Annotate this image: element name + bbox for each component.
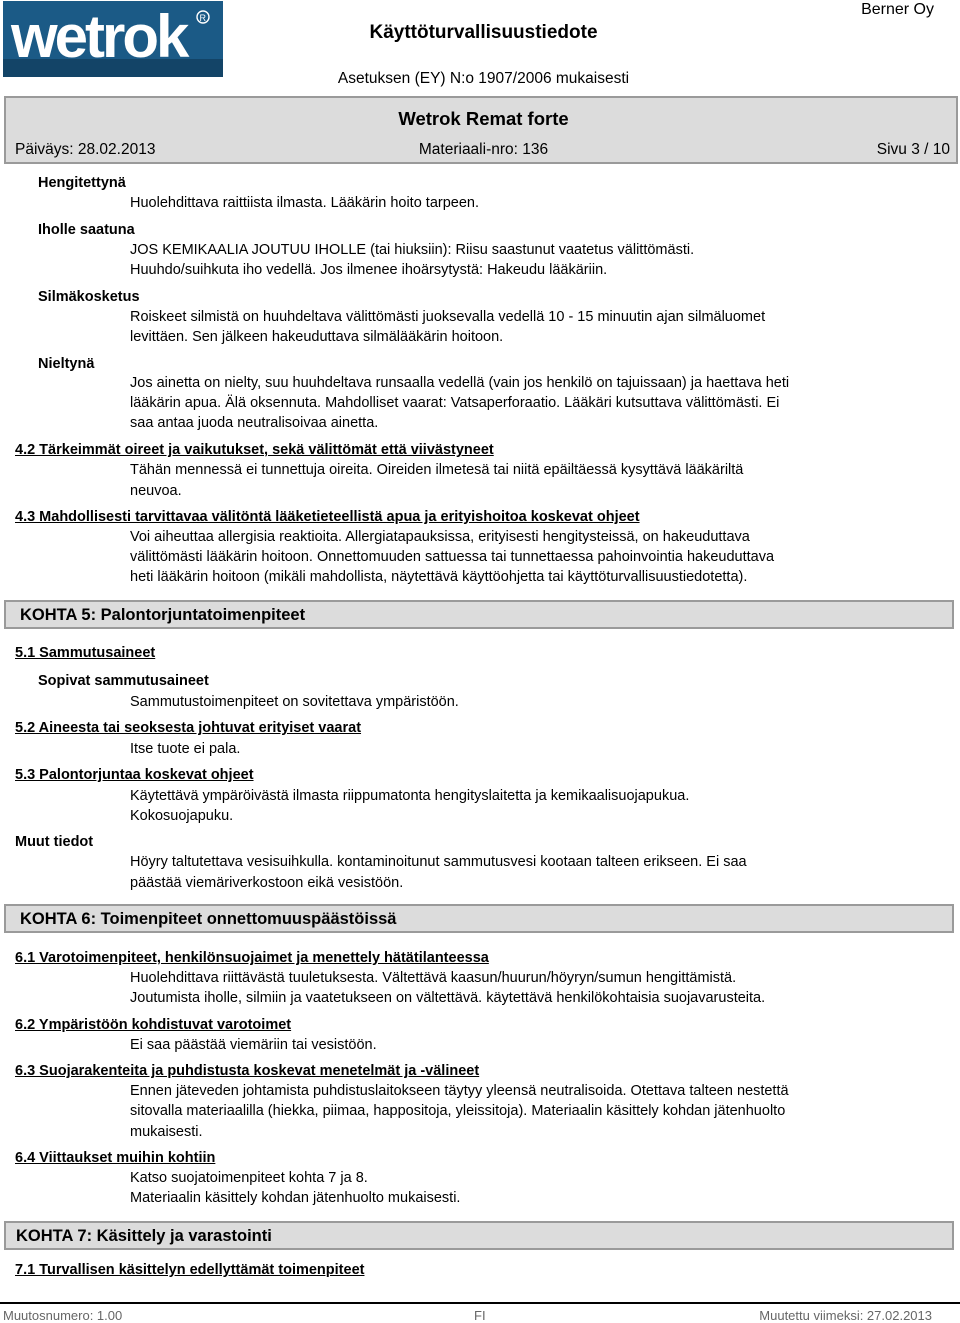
eye-text-line: levittäen. Sen jälkeen hakeuduttava silmälääkärin hoitoon. — [130, 329, 504, 345]
section-6-title: KOHTA 6: Toimenpiteet onnettomuuspäästöissä — [20, 910, 397, 928]
section-6-header — [4, 904, 954, 933]
s6-1-text-line: Joutumista iholle, silmiin ja vaatetukseen on vältettävä. käytettävä henkilökohtaisia suojavarusteita. — [130, 990, 766, 1006]
s6-4-text-line: Katso suojatoimenpiteet kohta 7 ja 8. — [130, 1170, 368, 1186]
s6-3-text-line: Ennen jäteveden johtamista puhdistuslaitokseen täytyy yleensä neutralisoida. Otettava talteen nestettä — [130, 1083, 789, 1099]
other-info-text-line: Höyry taltutettava vesisuihkulla. kontaminoitunut sammutusvesi kootaan talteen erikseen. Ei saa — [130, 854, 747, 870]
inhalation-text: Huolehdittava raittiista ilmasta. Lääkärin hoito tarpeen. — [130, 195, 479, 211]
s5-2-text: Itse tuote ei pala. — [130, 741, 241, 757]
heading-6-4: 6.4 Viittaukset muihin kohtiin — [15, 1150, 216, 1166]
heading-6-3: 6.3 Suojarakenteita ja puhdistusta koskevat menetelmät ja -välineet — [15, 1063, 480, 1079]
page-number: Sivu 3 / 10 — [876, 141, 950, 158]
s4-3-text-line: Voi aiheuttaa allergisia reaktioita. Allergiatapauksissa, erityisesti hengitysteissä, on hakeuduttava — [130, 529, 750, 545]
s6-3-text-line: mukaisesti. — [130, 1124, 203, 1140]
ingestion-label: Nieltynä — [38, 356, 95, 372]
language-code: FI — [474, 1308, 486, 1323]
s6-3-text-line: sitovalla materiaalilla (hiekka, piimaa, happositoja, yleissitoja). Materiaalin käsittely kohdan jätenhuolto — [130, 1103, 786, 1119]
company-name: Berner Oy — [861, 1, 934, 18]
heading-7-1: 7.1 Turvallisen käsittelyn edellyttämät toimenpiteet — [15, 1262, 365, 1278]
s6-1-text-line: Huolehdittava riittävästä tuuletuksesta. Vältettävä kaasun/huurun/höyryn/sumun hengittämistä. — [130, 970, 737, 986]
skin-text-line: Huuhdo/suihkuta iho vedellä. Jos ilmenee ihoärsytystä: Hakeudu lääkäriin. — [130, 262, 608, 278]
eye-label: Silmäkosketus — [38, 289, 140, 305]
revision-number: Muutosnumero: 1.00 — [3, 1308, 123, 1323]
ingestion-text-line: saa antaa juoda neutralisoivaa ainetta. — [130, 415, 379, 431]
s5-3-text-line: Kokosuojapuku. — [130, 808, 234, 824]
heading-5-3: 5.3 Palontorjuntaa koskevat ohjeet — [15, 767, 254, 783]
section-5-title: KOHTA 5: Palontorjuntatoimenpiteet — [20, 606, 306, 624]
section-7-header — [4, 1221, 954, 1250]
heading-5-2: 5.2 Aineesta tai seoksesta johtuvat erityiset vaarat — [15, 720, 362, 736]
s6-2-text: Ei saa päästää viemäriin tai vesistöön. — [130, 1037, 377, 1053]
last-modified: Muutettu viimeksi: 27.02.2013 — [759, 1308, 932, 1323]
heading-5-1: 5.1 Sammutusaineet — [15, 645, 156, 661]
section-7-title: KOHTA 7: Käsittely ja varastointi — [16, 1227, 272, 1245]
s5-3-text-line: Käytettävä ympäröivästä ilmasta riippumatonta hengityslaitetta ja kemikaalisuojapukua. — [130, 788, 690, 804]
heading-6-1: 6.1 Varotoimenpiteet, henkilönsuojaimet ja menettely hätätilanteessa — [15, 950, 489, 966]
skin-label: Iholle saatuna — [38, 222, 135, 238]
regulation-text: Asetuksen (EY) N:o 1907/2006 mukaisesti — [337, 70, 630, 87]
suitable-extinguishers-label: Sopivat sammutusaineet — [38, 673, 209, 689]
s5-1-text: Sammutustoimenpiteet on sovitettava ympäristöön. — [130, 694, 459, 710]
s4-3-text-line: heti lääkärin hoitoon (mikäli mahdollista, näytettävä käyttöohjetta tai käyttöturvallisuustiedotetta). — [130, 569, 748, 585]
eye-text-line: Roiskeet silmistä on huuhdeltava välittömästi juoksevalla vedellä 10 - 15 minuutin ajan silmäluomet — [130, 309, 766, 325]
product-name: Wetrok Remat forte — [398, 108, 569, 129]
heading-4-3: 4.3 Mahdollisesti tarvittavaa välitöntä lääketieteellistä apua ja erityishoitoa koskevat ohjeet — [15, 509, 640, 525]
s6-4-text-line: Materiaalin käsittely kohdan jätenhuolto mukaisesti. — [130, 1190, 461, 1206]
heading-4-2: 4.2 Tärkeimmät oireet ja vaikutukset, sekä välittömät että viivästyneet — [15, 442, 494, 458]
ingestion-text-line: Jos ainetta on nielty, suu huuhdeltava runsaalla vedellä (vain jos henkilö on tajuissaan) ja haettava heti — [130, 375, 790, 391]
inhalation-label: Hengitettynä — [38, 175, 126, 191]
svg-text:R: R — [199, 13, 206, 23]
skin-text-line: JOS KEMIKAALIA JOUTUU IHOLLE (tai hiuksiin): Riisu saastunut vaatetus välittömästi. — [130, 242, 695, 258]
s4-2-text-line: Tähän mennessä ei tunnettuja oireita. Oireiden ilmetesä tai niitä epäiltäessä kysyttävä lääkäriltä — [130, 462, 744, 478]
document-title: Käyttöturvallisuustiedote — [369, 22, 598, 43]
logo-text: wetrok — [11, 3, 187, 70]
s4-3-text-line: välittömästi lääkärin hoitoon. Onnettomuuden sattuessa tai tunnettaessa pahoinvointia hakeuduttava — [130, 549, 775, 565]
other-info-text-line: päästää viemäriverkostoon eikä vesistöön. — [130, 875, 404, 891]
footer-divider — [0, 1302, 960, 1304]
ingestion-text-line: lääkärin apua. Älä oksennuta. Mahdolliset vaarat: Vatsaperforaatio. Lääkäri kutsuttava välittömästi. Ei — [130, 395, 780, 411]
heading-6-2: 6.2 Ympäristöön kohdistuvat varotoimet — [15, 1017, 292, 1033]
s4-2-text-line: neuvoa. — [130, 483, 182, 499]
section-5-header — [4, 600, 954, 629]
document-date: Päiväys: 28.02.2013 — [15, 141, 156, 158]
material-number: Materiaali-nro: 136 — [418, 141, 549, 158]
other-info-label: Muut tiedot — [15, 834, 94, 850]
